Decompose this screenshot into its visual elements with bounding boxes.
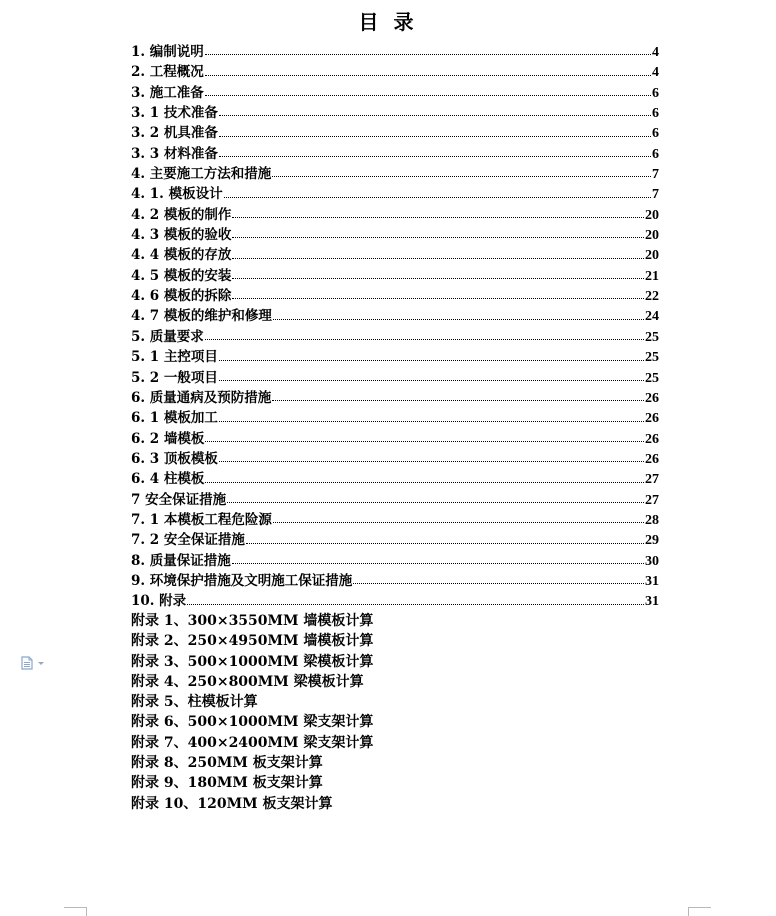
toc-dot-leader <box>272 175 651 177</box>
toc-entry-page-number: 20 <box>645 248 659 264</box>
appendix-item: 附录 8、250MM 板支架计算 <box>131 755 323 772</box>
toc-entry[interactable] <box>131 223 659 243</box>
toc-dot-leader <box>205 53 651 55</box>
toc-dot-leader <box>273 521 644 523</box>
appendix-list <box>131 611 531 814</box>
toc-dot-leader <box>232 257 644 259</box>
appendix-item: 附录 6、500×1000MM 梁支架计算 <box>131 714 374 731</box>
toc-dot-leader <box>205 481 644 483</box>
appendix-item: 附录 5、柱模板计算 <box>131 694 258 711</box>
toc-entry-label: 3. 施工准备 <box>131 84 204 101</box>
toc-entry-label: 9. 环境保护措施及文明施工保证措施 <box>131 572 353 589</box>
toc-entry-label: 8. 质量保证措施 <box>131 552 231 569</box>
toc-dot-leader <box>232 216 644 218</box>
toc-entry-label: 4. 5 模板的安装 <box>131 267 232 284</box>
toc-entry-page-number: 4 <box>652 65 659 81</box>
toc-entry-label: 4. 6 模板的拆除 <box>131 288 232 305</box>
toc-dot-leader <box>205 440 644 442</box>
toc-entry-label: 6. 2 墙模板 <box>131 430 205 447</box>
toc-entry-page-number: 6 <box>652 85 659 101</box>
toc-entry-label: 4. 3 模板的验收 <box>131 227 232 244</box>
toc-entry-label: 4. 1. 模板设计 <box>131 186 223 203</box>
toc-dot-leader <box>219 114 651 116</box>
toc-entry[interactable] <box>131 264 659 284</box>
toc-entry-page-number: 22 <box>645 289 659 305</box>
toc-entry-page-number: 26 <box>645 431 659 447</box>
toc-entry-page-number: 30 <box>645 553 659 569</box>
appendix-item: 附录 1、300×3550MM 墙模板计算 <box>131 613 374 629</box>
toc-entry[interactable] <box>131 81 659 101</box>
appendix-item: 附录 7、400×2400MM 梁支架计算 <box>131 734 374 751</box>
toc-entry[interactable] <box>131 284 659 304</box>
toc-dot-leader <box>232 277 644 279</box>
toc-entry-page-number: 26 <box>645 390 659 406</box>
toc-entry-label: 7. 2 安全保证措施 <box>131 532 245 549</box>
toc-entry-label: 10. 附录 <box>131 593 187 610</box>
toc-entry-page-number: 31 <box>645 573 659 589</box>
toc-entry-label: 7. 1 本模板工程危险源 <box>131 511 272 528</box>
toc-dot-leader <box>353 582 644 584</box>
toc-entry-page-number: 25 <box>645 370 659 386</box>
toc-dot-leader <box>187 603 644 605</box>
toc-entry-label: 4. 4 模板的存放 <box>131 247 232 264</box>
toc-entry-label: 3. 1 技术准备 <box>131 105 218 122</box>
toc-dot-leader <box>246 542 644 544</box>
toc-entry[interactable] <box>131 528 659 548</box>
toc-dot-leader <box>232 297 644 299</box>
toc-entry-page-number: 7 <box>652 187 659 203</box>
toc-entry[interactable] <box>131 162 659 182</box>
toc-entry-page-number: 6 <box>652 126 659 142</box>
toc-entry-label: 1. 编制说明 <box>131 44 204 60</box>
toc-entry-label: 3. 2 机具准备 <box>131 125 218 142</box>
appendix-item: 附录 10、120MM 板支架计算 <box>131 795 333 812</box>
toc-entry[interactable] <box>131 589 659 609</box>
toc-dot-leader <box>219 135 651 137</box>
toc-entry[interactable] <box>131 508 659 528</box>
toc-title: 目 录 <box>358 10 418 34</box>
toc-entry[interactable] <box>131 121 659 141</box>
toc-dot-leader <box>272 399 644 401</box>
toc-entry[interactable] <box>131 243 659 263</box>
toc-entry-label: 7 安全保证措施 <box>131 491 227 508</box>
toc-entry[interactable] <box>131 406 659 426</box>
toc-entry-page-number: 7 <box>652 167 659 183</box>
toc-entry[interactable] <box>131 182 659 202</box>
toc-entry-page-number: 26 <box>645 451 659 467</box>
toc-dot-leader <box>227 501 644 503</box>
toc-entry-page-number: 31 <box>645 594 659 610</box>
toc-entry[interactable] <box>131 203 659 223</box>
toc-entry[interactable] <box>131 386 659 406</box>
toc-dot-leader <box>219 379 644 381</box>
toc-entry-label: 6. 质量通病及预防措施 <box>131 389 272 406</box>
toc-dot-leader <box>219 359 644 361</box>
toc-entry-label: 6. 3 顶板模板 <box>131 450 218 467</box>
toc-entry[interactable] <box>131 549 659 569</box>
document-icon[interactable] <box>20 655 48 669</box>
toc-entry-page-number: 6 <box>652 106 659 122</box>
toc-entry[interactable] <box>131 40 659 60</box>
toc-entry-page-number: 20 <box>645 207 659 223</box>
toc-entry-page-number: 25 <box>645 350 659 366</box>
toc-dot-leader <box>205 94 651 96</box>
toc-entry-label: 3. 3 材料准备 <box>131 145 218 162</box>
toc-entry-page-number: 4 <box>652 45 659 60</box>
toc-dot-leader <box>273 318 644 320</box>
toc-entry-label: 4. 2 模板的制作 <box>131 206 232 223</box>
toc-entry[interactable] <box>131 101 659 121</box>
toc-entry[interactable] <box>131 447 659 467</box>
toc-dot-leader <box>219 420 644 422</box>
toc-entry-page-number: 20 <box>645 228 659 244</box>
toc-entry[interactable] <box>131 345 659 365</box>
toc-entry[interactable] <box>131 304 659 324</box>
toc-entry-label: 2. 工程概况 <box>131 64 204 81</box>
toc-dot-leader <box>232 236 644 238</box>
appendix-item: 附录 4、250×800MM 梁模板计算 <box>131 673 364 690</box>
toc-entry[interactable] <box>131 60 659 80</box>
toc-entry-label: 4. 7 模板的维护和修理 <box>131 308 272 325</box>
toc-dot-leader <box>224 196 651 198</box>
toc-entry-label: 6. 4 柱模板 <box>131 471 205 488</box>
toc-entry-page-number: 21 <box>645 268 659 284</box>
toc-entry[interactable] <box>131 488 659 508</box>
toc-entry-page-number: 29 <box>645 533 659 549</box>
toc-dot-leader <box>205 338 644 340</box>
toc-entry[interactable] <box>131 325 659 345</box>
toc-entry[interactable] <box>131 366 659 386</box>
toc-entry-label: 5. 质量要求 <box>131 328 204 345</box>
appendix-item: 附录 2、250×4950MM 墙模板计算 <box>131 633 374 650</box>
toc-entry-label: 6. 1 模板加工 <box>131 410 218 427</box>
toc-entry-page-number: 28 <box>645 512 659 528</box>
toc-entry[interactable] <box>131 569 659 589</box>
toc-dot-leader <box>205 74 651 76</box>
toc-entry[interactable] <box>131 467 659 487</box>
table-of-contents <box>131 40 659 610</box>
appendix-item: 附录 3、500×1000MM 梁模板计算 <box>131 653 374 670</box>
toc-entry-page-number: 25 <box>645 329 659 345</box>
toc-entry-page-number: 6 <box>652 146 659 162</box>
toc-entry-page-number: 24 <box>645 309 659 325</box>
toc-dot-leader <box>232 562 644 564</box>
toc-entry-page-number: 26 <box>645 411 659 427</box>
toc-entry-page-number: 27 <box>645 492 659 508</box>
appendix-item: 附录 9、180MM 板支架计算 <box>131 775 323 792</box>
toc-entry-page-number: 27 <box>645 472 659 488</box>
toc-dot-leader <box>219 460 644 462</box>
toc-entry-label: 4. 主要施工方法和措施 <box>131 166 272 183</box>
toc-entry[interactable] <box>131 142 659 162</box>
toc-entry[interactable] <box>131 427 659 447</box>
toc-entry-label: 5. 1 主控项目 <box>131 349 218 366</box>
toc-entry-label: 5. 2 一般项目 <box>131 369 218 386</box>
toc-dot-leader <box>219 155 651 157</box>
